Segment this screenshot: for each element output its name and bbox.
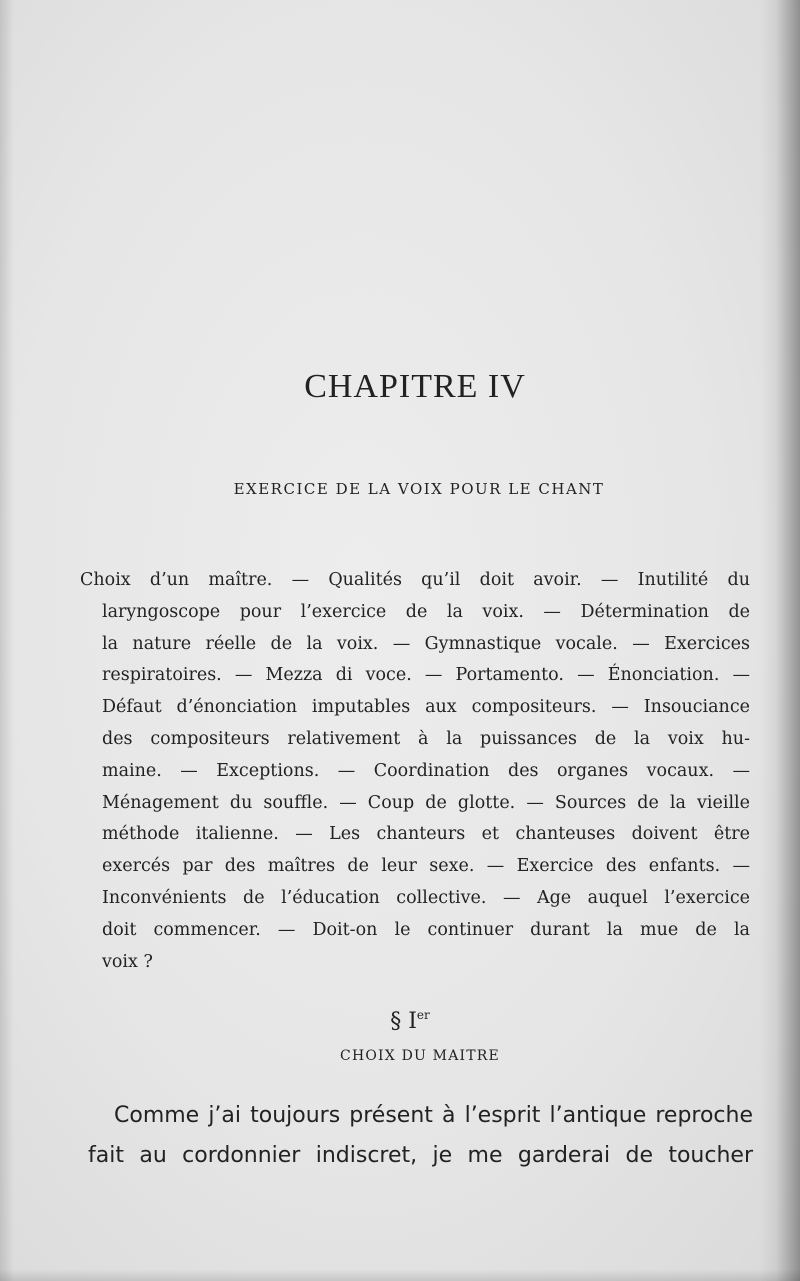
chapter-summary	[80, 565, 750, 978]
section-mark-text: § I	[390, 1009, 417, 1034]
summary-line: Défaut d’énonciation imputables aux compositeurs. — Insouciance	[102, 697, 750, 718]
summary-line: la nature réelle de la voix. — Gymnastique vocale. — Exercices	[102, 633, 750, 654]
section-title: CHOIX DU MAITRE	[340, 1048, 500, 1064]
summary-line: doit commencer. — Doit-on le continuer durant la mue de la	[102, 919, 750, 940]
chapter-title: CHAPITRE IV	[304, 368, 526, 405]
summary-line: laryngoscope pour l’exercice de la voix. — Détermination de	[102, 601, 750, 622]
summary-line: Choix d’un maître. — Qualités qu’il doit avoir. — Inutilité du	[80, 570, 750, 590]
body-line: Comme j’ai toujours présent à l’esprit l’antique reproche	[114, 1103, 753, 1128]
summary-line: des compositeurs relativement à la puissances de la voix hu-	[102, 728, 750, 749]
summary-line: Ménagement du souffle. — Coup de glotte. — Sources de la vieille	[102, 792, 750, 813]
summary-line: maine. — Exceptions. — Coordination des organes vocaux. —	[102, 760, 750, 781]
summary-line: Inconvénients de l’éducation collective. — Age auquel l’exercice	[102, 887, 750, 908]
page-left-shadow	[0, 0, 14, 1281]
body-text	[88, 1096, 753, 1176]
summary-line: méthode italienne. — Les chanteurs et chanteuses doivent être	[102, 824, 750, 845]
summary-line: respiratoires. — Mezza di voce. — Portamento. — Énonciation. —	[102, 665, 750, 686]
section-number	[360, 1008, 460, 1034]
section-mark-superscript: er	[416, 1008, 430, 1022]
body-line: fait au cordonnier indiscret, je me garderai de toucher	[88, 1143, 753, 1168]
page-bottom-shadow	[0, 1269, 800, 1281]
summary-line: exercés par des maîtres de leur sexe. — Exercice des enfants. —	[102, 856, 750, 877]
summary-line: voix ?	[102, 951, 153, 972]
chapter-subtitle: EXERCICE DE LA VOIX POUR LE CHANT	[233, 480, 605, 498]
page-right-shadow	[760, 0, 800, 1281]
